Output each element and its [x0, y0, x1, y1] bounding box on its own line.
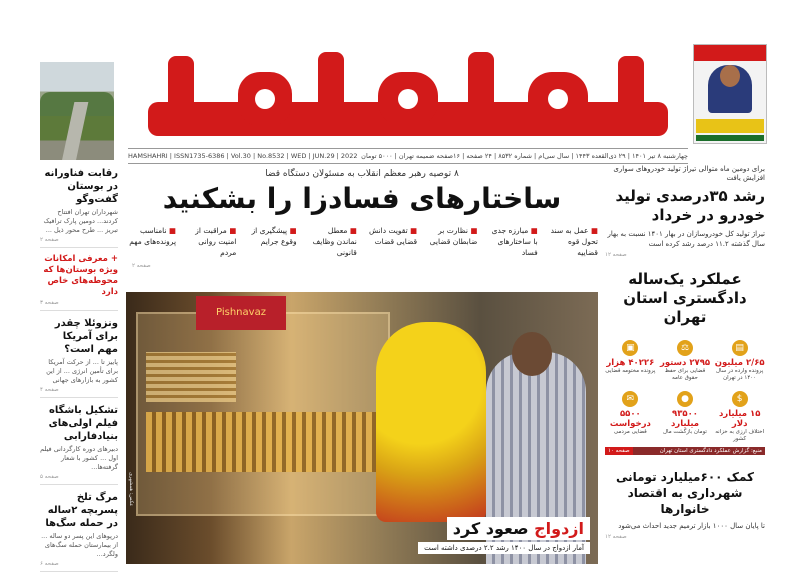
- source-label: منبع: گزارش عملکرد دادگستری استان تهران: [633, 447, 765, 455]
- left-story-4[interactable]: [40, 404, 118, 485]
- jewelry-display-shape: [146, 352, 236, 402]
- left-story-1[interactable]: [40, 167, 118, 248]
- gavel-icon: ⚖: [677, 340, 693, 356]
- jewelry-counter-shape: [146, 412, 376, 472]
- left-story-3-summary: پاییز تا ... از حرکت آمریکا برای تأمین انرژی ... از این کشور به بازارهای جهانی: [46, 358, 118, 384]
- judiciary-headline[interactable]: عملکرد یک‌ساله دادگستری استان تهران: [623, 270, 747, 326]
- left-story-2-red-text[interactable]: + معرفی امکانات ویژه بوستان‌ها که محوطه‌های خاص دارد: [43, 254, 118, 297]
- lead-kicker: ۸ توصیه رهبر معظم انقلاب به مسئولان دستگاه قضا: [265, 169, 459, 179]
- lead-bullet: ■ تقویت دانش قضایی قضات: [369, 226, 418, 246]
- left-story-3[interactable]: [40, 317, 118, 398]
- woman-scarf-shape: [376, 322, 486, 522]
- left-story-4-headline[interactable]: تشکیل باشگاه فیلم اولی‌های بنیادفارابی: [48, 405, 118, 442]
- supplement-green-band: [696, 135, 764, 141]
- stat-item: $ ۱۵ میلیارد دلار اختلاف ارزی به خزانه کشور: [714, 386, 765, 443]
- left-column: [40, 165, 118, 578]
- left-story-5-headline[interactable]: مرگ تلخ پسربچه ۲ساله در حمله سگ‌ها: [45, 492, 118, 529]
- photo-caption[interactable]: [418, 517, 590, 554]
- shop-sign: Pishnavaz: [196, 296, 286, 330]
- supplement-header-bar: [694, 45, 766, 61]
- municipality-headline[interactable]: کمک ۶۰۰میلیارد تومانی شهرداری به اقتصاد خانوارها: [616, 470, 754, 516]
- left-story-3-headline[interactable]: ونزوئلا چقدر برای آمریکا مهم است؟: [54, 318, 118, 355]
- lead-bullet: ■ عمل به سند تحول قوه قضاییه: [550, 226, 598, 257]
- left-story-5-page: صفحه ۶: [40, 561, 59, 567]
- auto-headline[interactable]: رشد ۳۵درصدی تولید خودرو در خرداد: [615, 187, 765, 224]
- dateline-bar: [128, 148, 688, 164]
- auto-page: صفحه ۱۲: [605, 252, 627, 258]
- left-story-1-summary: شهرداران تهران افتتاح کردند... دومین پارک ترافیک تبریز ... طرح محور ذیل ...: [43, 208, 118, 234]
- lead-bullet: ■ معطل نماندن وظایف قانونی: [312, 226, 357, 257]
- municipality-summary: تا پایان سال ۱۰۰۰ بازار ترمیم جدید احداث می‌شود: [618, 522, 765, 530]
- left-story-2[interactable]: [40, 254, 118, 311]
- logo-graphic: [128, 42, 688, 152]
- lead-page-ref: صفحه ۲: [132, 263, 151, 269]
- right-column: [605, 165, 765, 540]
- stat-item: ⚖ ۲۷۹۵ دستور قضایی برای حفظ حقوق عامه: [660, 335, 711, 382]
- photo-subtitle: آمار ازدواج در سال ۱۴۰۰ رشد ۲.۲ درصدی داشته است: [418, 542, 590, 554]
- auto-summary: تیراژ تولید کل خودروسازان در بهار ۱۴۰۱ نسبت به بهار سال گذشته ۱۱.۲ درصد رشد کرده است: [607, 230, 765, 248]
- dateline-persian: چهارشنبه ۸ تیر ۱۴۰۱ | ۲۹ ذی‌القعده ۱۴۴۳ | سال سی‌ام | شماره ۸۵۳۲ | ۲۴ صفحه | ۱۶صفحه ضمیمه تهران | ۵۰۰۰ تومان: [361, 152, 688, 160]
- park-photo-thumbnail[interactable]: [40, 62, 114, 160]
- left-story-1-headline[interactable]: رقابت فناورانه در بوستان گفت‌وگو: [44, 168, 118, 205]
- photo-title[interactable]: ازدواج صعود کرد: [447, 517, 590, 540]
- lead-story[interactable]: [126, 165, 598, 258]
- dateline-latin: HAMSHAHRI | ISSN1735-6386 | Vol.30 | No.8532 | WED | JUN.29 | 2022: [128, 152, 358, 160]
- lead-photo[interactable]: [126, 292, 598, 564]
- stat-item: ✉ ۵۵۰۰ درخواست قضایی مردمی: [605, 386, 656, 443]
- lead-bullet: ■ مبارزه جدی با ساختارهای فساد: [491, 226, 538, 257]
- municipality-page: صفحه ۱۲: [605, 534, 627, 540]
- left-story-2-page: صفحه ۳: [40, 300, 59, 306]
- car-icon: ▣: [622, 340, 638, 356]
- document-icon: ✉: [622, 391, 638, 407]
- judiciary-source-bar: [605, 447, 765, 455]
- supplement-yellow-band: [696, 119, 764, 133]
- left-story-5[interactable]: [40, 491, 118, 572]
- auto-kicker: برای دومین ماه متوالی تیراژ تولید خودروهای سواری افزایش یافت: [613, 165, 765, 182]
- masthead-logo: [128, 42, 688, 152]
- left-story-1-page: صفحه ۲: [40, 237, 59, 243]
- man-head-shape: [512, 332, 552, 376]
- left-story-3-page: صفحه ۴: [40, 387, 59, 393]
- source-page: صفحه ۱۰: [605, 447, 633, 455]
- judiciary-stats-grid: [605, 335, 765, 443]
- coins-icon: ●: [677, 391, 693, 407]
- stat-item: ▤ ۲/۶۵ میلیون پرونده وارده در سال ۱۴۰۰ در تهران: [714, 335, 765, 382]
- folder-icon: ▤: [732, 340, 748, 356]
- left-story-4-summary: دبیرهای دوره کارگردانی فیلم اول ... کشور با شعار گرفته‌ها...: [40, 445, 118, 471]
- photo-credit: عکس: همشهری: [128, 472, 134, 507]
- lead-bullet: ■ مراقبت از امنیت روانی مردم: [195, 226, 237, 257]
- stat-item: ▣ ۴۰۲۲۶ هزار پرونده مختومه قضایی: [605, 335, 656, 382]
- left-story-4-page: صفحه ۵: [40, 474, 59, 480]
- stat-item: ● ۹۳۵۰۰ میلیارد تومان بازگشت مال: [660, 386, 711, 443]
- left-story-5-summary: درپوهای این پسر دو ساله ... از بیمارستان حمله سگ‌های ولگرد...: [41, 532, 118, 558]
- lead-headline[interactable]: ساختارهای فسادزا را بشکنید: [162, 182, 562, 215]
- sports-supplement-thumbnail[interactable]: [693, 44, 767, 144]
- lead-bullet-list: [126, 225, 598, 258]
- money-icon: $: [732, 391, 748, 407]
- lead-bullet: ■ پیشگیری از وقوع جرایم: [251, 226, 297, 246]
- player-face-shape: [720, 65, 740, 87]
- lead-bullet: ■ نظارت بر ضابطان قضایی: [429, 226, 478, 246]
- lead-bullet: ■ نامناسب پرونده‌های مهم: [129, 226, 177, 246]
